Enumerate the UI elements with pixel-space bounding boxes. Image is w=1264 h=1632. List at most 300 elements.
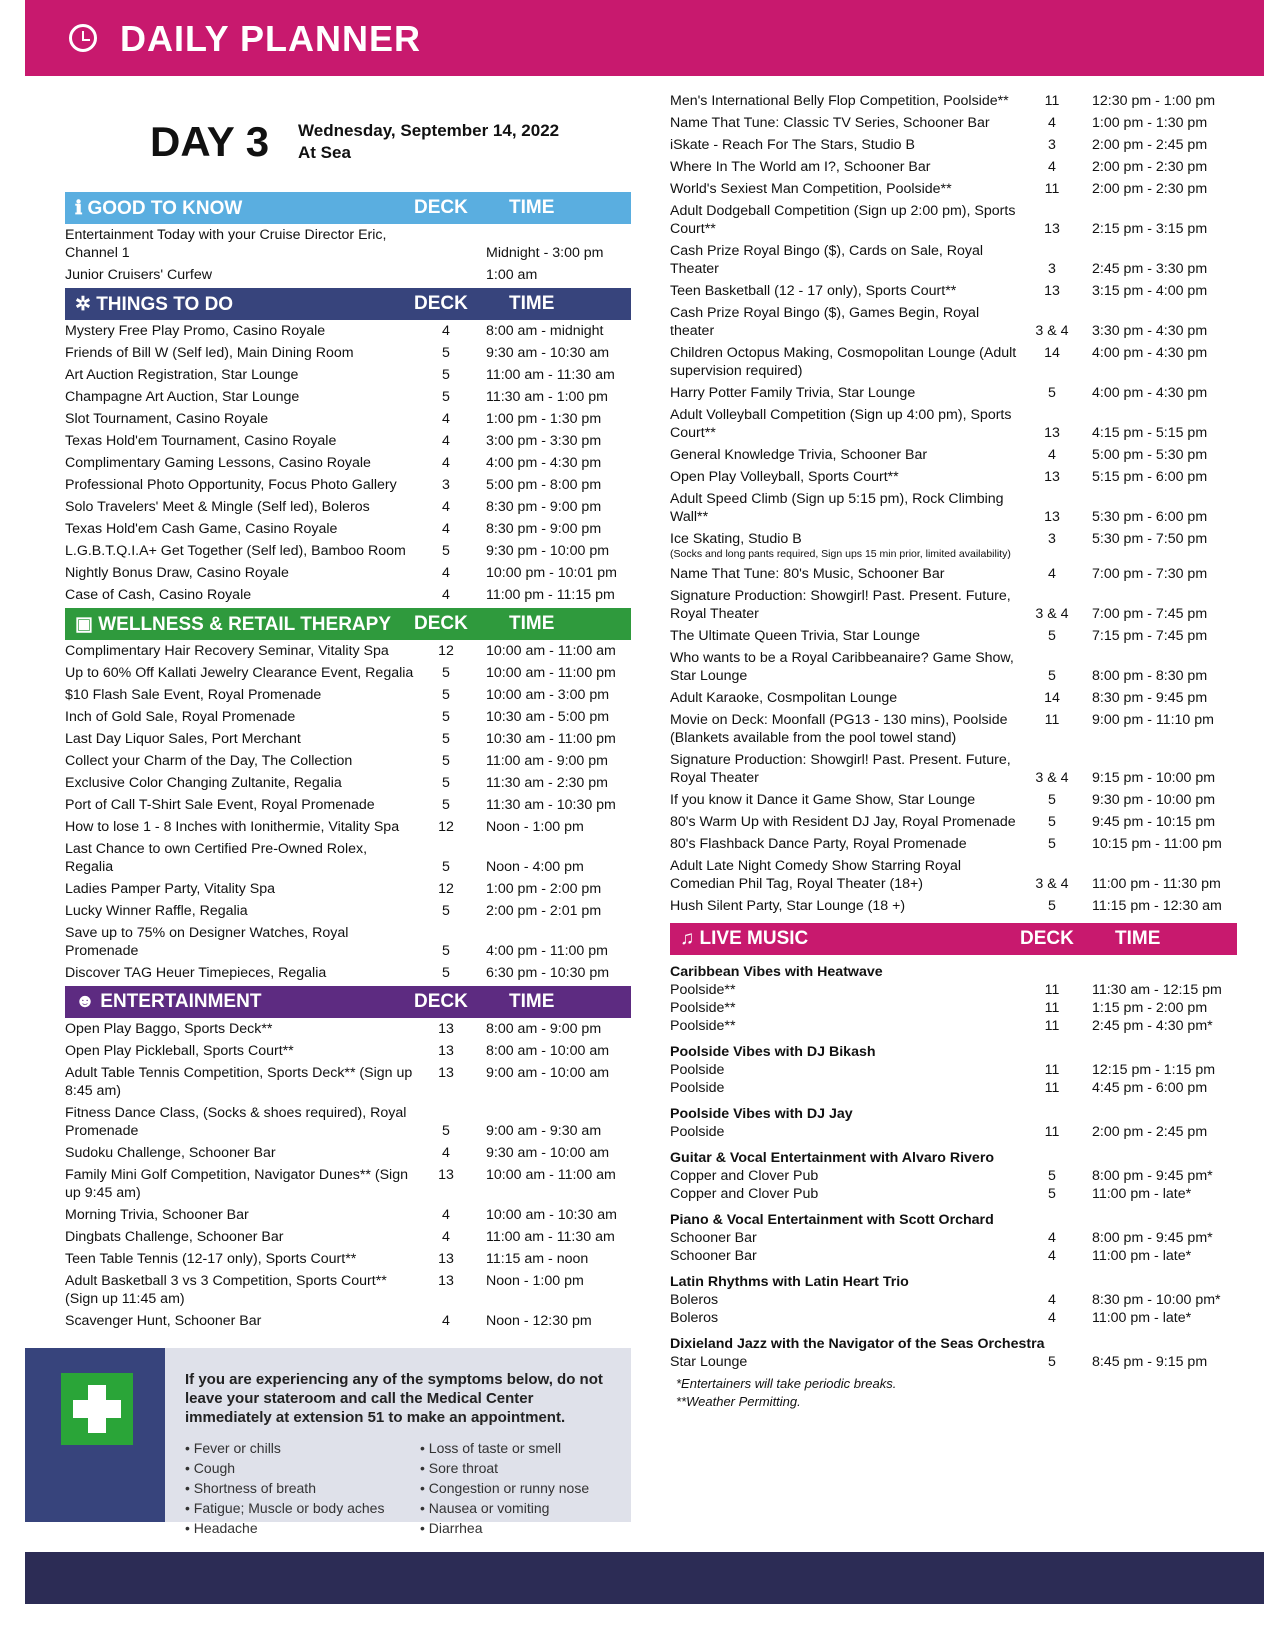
event-name [670, 751, 1022, 787]
music-group-title: Latin Rhythms with Latin Heart Trio [670, 1274, 909, 1290]
event-name [65, 564, 416, 582]
schedule-row [65, 430, 631, 452]
event-time: 8:00 pm - 8:30 pm [1092, 668, 1208, 684]
event-time: 2:15 pm - 3:15 pm [1092, 221, 1208, 237]
schedule-row [670, 1229, 1237, 1247]
event-deck: 5 [442, 903, 450, 919]
event-time: 4:00 pm - 11:00 pm [486, 943, 608, 959]
schedule-row [670, 1185, 1237, 1203]
event-deck: 5 [442, 775, 450, 791]
event-name [65, 344, 416, 362]
music-group-title: Caribbean Vibes with Heatwave [670, 964, 883, 980]
event-deck: 3 & 4 [1035, 606, 1069, 622]
event-name [65, 586, 416, 604]
schedule-row [65, 1270, 631, 1310]
event-name [65, 388, 416, 406]
section-header-entertainment [65, 986, 631, 1018]
event-name-text: Adult Late Night Comedy Show Starring Royal Comedian Phil Tag, Royal Theater (18+) [670, 858, 961, 892]
schedule-row [670, 200, 1237, 240]
event-name [65, 498, 416, 516]
event-name-text: Dingbats Challenge, Schooner Bar [65, 1229, 284, 1245]
event-time: 11:00 pm - 11:30 pm [1092, 876, 1221, 892]
event-deck: 4 [1048, 1292, 1056, 1308]
event-time: 9:30 am - 10:00 am [486, 1145, 610, 1161]
info-icon: ℹ GOOD TO KNOW [75, 197, 243, 219]
schedule-row [670, 240, 1237, 280]
event-name-text: Save up to 75% on Designer Watches, Royal Promenade [65, 925, 349, 959]
shopping-bag-icon: ▣ WELLNESS & RETAIL THERAPY [75, 613, 391, 635]
symptom-item: • Fatigue; Muscle or body aches [185, 1500, 385, 1516]
event-name-text: Star Lounge [670, 1354, 748, 1370]
schedule-row [670, 811, 1237, 833]
schedule-row [65, 684, 631, 706]
event-time: 2:00 pm - 2:01 pm [486, 903, 602, 919]
event-name [670, 1185, 1022, 1203]
event-name [670, 1291, 1022, 1309]
schedule-row [65, 772, 631, 794]
event-deck: 13 [1044, 425, 1060, 441]
event-deck: 5 [1048, 1168, 1056, 1184]
schedule-row [670, 625, 1237, 647]
event-name-text: Cash Prize Royal Bingo ($), Games Begin, Royal theater [670, 305, 980, 339]
event-time: 11:00 pm - late* [1092, 1248, 1192, 1264]
schedule-row [670, 156, 1237, 178]
event-deck: 5 [1048, 668, 1056, 684]
event-name-text: Teen Basketball (12 - 17 only), Sports Court** [670, 283, 957, 299]
schedule-row [65, 1142, 631, 1164]
event-deck: 14 [1044, 690, 1060, 706]
event-name [670, 649, 1022, 685]
schedule-row [670, 999, 1237, 1017]
schedule-row [65, 264, 631, 286]
left-column [65, 190, 631, 1332]
event-time: 3:00 pm - 3:30 pm [486, 433, 602, 449]
deck-header: DECK [414, 613, 468, 634]
event-time: 8:00 am - 10:00 am [486, 1043, 610, 1059]
event-name [65, 686, 416, 704]
symptom-item: • Congestion or runny nose [420, 1480, 590, 1496]
event-name [65, 708, 416, 726]
event-time: 10:00 am - 11:00 am [486, 643, 616, 659]
event-name-text: Exclusive Color Changing Zultanite, Regalia [65, 775, 342, 791]
event-time: 5:15 pm - 6:00 pm [1092, 469, 1208, 485]
event-name [65, 964, 416, 982]
event-time: 9:45 pm - 10:15 pm [1092, 814, 1216, 830]
event-deck: 13 [438, 1043, 454, 1059]
event-deck: 5 [1048, 385, 1056, 401]
deck-header: DECK [414, 293, 468, 314]
schedule-row [670, 1167, 1237, 1185]
event-name [670, 468, 1022, 486]
event-name-text: Adult Speed Climb (Sign up 5:15 pm), Rock Climbing Wall** [670, 491, 1004, 525]
event-name-text: Friends of Bill W (Self led), Main Dining Room [65, 345, 354, 361]
event-name-text: L.G.B.T.Q.I.A+ Get Together (Self led), Bamboo Room [65, 543, 406, 559]
event-name-text: Adult Basketball 3 vs 3 Competition, Sports Court** (Sign up 11:45 am) [65, 1273, 387, 1307]
event-name [65, 1166, 416, 1202]
event-time: 10:30 am - 11:00 pm [486, 731, 616, 747]
event-time: 2:45 pm - 4:30 pm* [1092, 1018, 1213, 1034]
schedule-row [65, 1226, 631, 1248]
event-time: 2:00 pm - 2:45 pm [1092, 1124, 1208, 1140]
time-header: TIME [509, 293, 555, 314]
event-name [65, 454, 416, 472]
event-name [670, 1353, 1022, 1371]
event-name-text: If you know it Dance it Game Show, Star Lounge [670, 792, 976, 808]
event-time: 7:15 pm - 7:45 pm [1092, 628, 1208, 644]
event-time: 1:15 pm - 2:00 pm [1092, 1000, 1208, 1016]
event-name-text: Last Day Liquor Sales, Port Merchant [65, 731, 301, 747]
event-name [65, 840, 416, 876]
schedule-row [670, 1123, 1237, 1141]
event-name [65, 664, 416, 682]
symptom-item: • Fever or chills [185, 1440, 281, 1456]
event-deck: 12 [438, 819, 454, 835]
event-deck: 11 [1044, 1000, 1060, 1016]
event-name-text: Teen Table Tennis (12-17 only), Sports Court** [65, 1251, 357, 1267]
health-message: If you are experiencing any of the symptoms below, do not leave your stateroom and call the Medical Center immediately at extension 51 to make an appointment. [185, 1371, 603, 1426]
schedule-row [65, 342, 631, 364]
event-name-text: Family Mini Golf Competition, Navigator Dunes** (Sign up 9:45 am) [65, 1167, 408, 1201]
event-deck: 4 [1048, 1230, 1056, 1246]
event-name [670, 406, 1022, 442]
event-deck: 4 [1048, 1248, 1056, 1264]
event-name [670, 1061, 1022, 1079]
section-title: THINGS TO DO [96, 293, 234, 315]
schedule-row [65, 1102, 631, 1142]
schedule-row [670, 1353, 1237, 1371]
event-name [65, 226, 416, 262]
event-name [670, 344, 1022, 380]
event-name-text: Poolside [670, 1124, 725, 1140]
event-name-text: $10 Flash Sale Event, Royal Promenade [65, 687, 322, 703]
event-name-text: Signature Production: Showgirl! Past. Present. Future, Royal Theater [670, 752, 1011, 786]
clock-icon [69, 24, 97, 52]
event-name [670, 202, 1022, 238]
event-time: 2:00 pm - 2:30 pm [1092, 181, 1208, 197]
event-deck: 11 [1044, 1124, 1060, 1140]
event-name [670, 711, 1022, 747]
event-name-text: Ladies Pamper Party, Vitality Spa [65, 881, 276, 897]
event-name [65, 1104, 416, 1140]
event-deck: 12 [438, 643, 454, 659]
event-name-text: Open Play Volleyball, Sports Court** [670, 469, 899, 485]
header-bar [25, 0, 1264, 76]
music-group-title: Poolside Vibes with DJ Jay [670, 1106, 853, 1122]
schedule-row [670, 342, 1237, 382]
deck-header: DECK [414, 197, 468, 218]
schedule-row [670, 1309, 1237, 1327]
event-name-text: Junior Cruisers' Curfew [65, 267, 212, 283]
schedule-row [65, 878, 631, 900]
event-time: 11:00 pm - 11:15 pm [486, 587, 615, 603]
event-deck: 4 [442, 565, 450, 581]
event-name [65, 1312, 416, 1330]
event-name [670, 999, 1022, 1017]
event-name [670, 565, 1022, 583]
event-time: 11:15 am - noon [486, 1251, 589, 1267]
music-group-title: Piano & Vocal Entertainment with Scott Orchard [670, 1212, 994, 1228]
event-time: 11:30 am - 10:30 pm [486, 797, 616, 813]
event-deck: 4 [442, 1313, 450, 1329]
time-header: TIME [509, 613, 555, 634]
event-time: Noon - 4:00 pm [486, 859, 584, 875]
event-time: 11:00 am - 11:30 am [486, 367, 615, 383]
event-deck: 5 [442, 665, 450, 681]
event-name-text: Adult Table Tennis Competition, Sports Deck** (Sign up 8:45 am) [65, 1065, 413, 1099]
event-name [670, 1017, 1022, 1035]
schedule-row [65, 794, 631, 816]
event-name-text: Open Play Pickleball, Sports Court** [65, 1043, 294, 1059]
schedule-row [670, 382, 1237, 404]
event-name [65, 1042, 416, 1060]
event-name-text: Champagne Art Auction, Star Lounge [65, 389, 300, 405]
event-name-text: Nightly Bonus Draw, Casino Royale [65, 565, 289, 581]
event-name [670, 530, 1022, 561]
event-name-text: Copper and Clover Pub [670, 1186, 819, 1202]
event-time: 10:00 am - 11:00 pm [486, 665, 616, 681]
schedule-row [670, 528, 1237, 563]
page-title: DAILY PLANNER [120, 18, 422, 59]
time-header: TIME [509, 991, 555, 1012]
schedule-row [670, 134, 1237, 156]
event-name-text: Poolside [670, 1080, 725, 1096]
event-time: 4:00 pm - 4:30 pm [1092, 345, 1208, 361]
event-deck: 4 [442, 411, 450, 427]
event-name [670, 791, 1022, 809]
event-name-text: Texas Hold'em Tournament, Casino Royale [65, 433, 337, 449]
event-deck: 4 [442, 433, 450, 449]
event-time: 3:15 pm - 4:00 pm [1092, 283, 1208, 299]
event-time: 5:00 pm - 8:00 pm [486, 477, 602, 493]
schedule-row [670, 1061, 1237, 1079]
schedule-row [670, 302, 1237, 342]
event-name-text: Complimentary Gaming Lessons, Casino Royale [65, 455, 371, 471]
deck-header: DECK [1020, 928, 1074, 949]
event-name-text: Name That Tune: 80's Music, Schooner Bar [670, 566, 945, 582]
event-time: 1:00 pm - 1:30 pm [1092, 115, 1208, 131]
schedule-row [670, 90, 1237, 112]
schedule-row [65, 320, 631, 342]
event-name-text: Adult Karaoke, Cosmpolitan Lounge [670, 690, 898, 706]
event-deck: 5 [442, 859, 450, 875]
event-deck: 5 [1048, 792, 1056, 808]
event-deck: 13 [1044, 221, 1060, 237]
event-name-text: Fitness Dance Class, (Socks & shoes required), Royal Promenade [65, 1105, 407, 1139]
event-name-text: The Ultimate Queen Trivia, Star Lounge [670, 628, 920, 644]
schedule-row [65, 584, 631, 606]
schedule-row [65, 1310, 631, 1332]
event-deck: 4 [1048, 159, 1056, 175]
event-time: 9:30 pm - 10:00 pm [1092, 792, 1216, 808]
event-deck: 11 [1044, 1062, 1060, 1078]
day-label: DAY 3 [150, 118, 270, 165]
event-deck: 4 [442, 521, 450, 537]
schedule-row [65, 662, 631, 684]
event-name [670, 627, 1022, 645]
event-name-text: Adult Dodgeball Competition (Sign up 2:00 pm), Sports Court** [670, 203, 1016, 237]
event-time: 8:00 pm - 9:45 pm* [1092, 1168, 1213, 1184]
event-deck: 14 [1044, 345, 1060, 361]
event-name [670, 1123, 1022, 1141]
event-deck: 5 [1048, 898, 1056, 914]
event-deck: 4 [442, 323, 450, 339]
section-title: GOOD TO KNOW [87, 197, 243, 219]
schedule-row [65, 452, 631, 474]
event-name-text: Professional Photo Opportunity, Focus Photo Gallery [65, 477, 397, 493]
event-name-text: Last Chance to own Certified Pre-Owned Rolex, Regalia [65, 841, 368, 875]
event-deck: 5 [442, 731, 450, 747]
wellness-list [65, 640, 631, 984]
event-name-text: General Knowledge Trivia, Schooner Bar [670, 447, 928, 463]
event-name [65, 796, 416, 814]
event-name [65, 774, 416, 792]
event-deck: 13 [438, 1251, 454, 1267]
event-time: 12:15 pm - 1:15 pm [1092, 1062, 1216, 1078]
footer-bar [25, 1552, 1264, 1604]
event-name [670, 1229, 1022, 1247]
event-deck: 3 & 4 [1035, 770, 1069, 786]
schedule-row [670, 466, 1237, 488]
event-name [65, 1206, 416, 1224]
event-deck: 5 [442, 797, 450, 813]
event-deck: 13 [438, 1065, 454, 1081]
event-name-text: Scavenger Hunt, Schooner Bar [65, 1313, 262, 1329]
event-note: (Socks and long pants required, Sign ups 15 min prior, limited availability) [670, 548, 1011, 560]
event-deck: 13 [438, 1273, 454, 1289]
time-header: TIME [509, 197, 555, 218]
event-name-text: Adult Volleyball Competition (Sign up 4:00 pm), Sports Court** [670, 407, 1012, 441]
event-time: 4:00 pm - 4:30 pm [486, 455, 602, 471]
event-name-text: Poolside** [670, 1018, 736, 1034]
event-name [670, 813, 1022, 831]
event-name-text: Copper and Clover Pub [670, 1168, 819, 1184]
section-header-good-to-know [65, 192, 631, 224]
footnote: *Entertainers will take periodic breaks. [676, 1376, 897, 1391]
event-deck: 5 [442, 1123, 450, 1139]
event-deck: 3 & 4 [1035, 323, 1069, 339]
medical-cross-icon [61, 1373, 133, 1445]
event-deck: 13 [1044, 283, 1060, 299]
event-name [65, 476, 416, 494]
event-deck: 5 [442, 753, 450, 769]
event-name [670, 857, 1022, 893]
event-name [65, 410, 416, 428]
event-deck: 13 [438, 1167, 454, 1183]
event-name [65, 880, 416, 898]
schedule-row [670, 112, 1237, 134]
event-name-text: Boleros [670, 1292, 719, 1308]
event-name-text: Harry Potter Family Trivia, Star Lounge [670, 385, 916, 401]
schedule-row [670, 981, 1237, 999]
event-time: 11:00 am - 11:30 am [486, 1229, 615, 1245]
event-time: 1:00 am [486, 267, 538, 283]
event-name-text: Discover TAG Heuer Timepieces, Regalia [65, 965, 327, 981]
good-to-know-list [65, 224, 631, 286]
event-time: 10:00 am - 3:00 pm [486, 687, 610, 703]
event-name-text: Art Auction Registration, Star Lounge [65, 367, 299, 383]
theater-mask-icon: ☻ ENTERTAINMENT [75, 991, 262, 1012]
entertainment-list [65, 1018, 631, 1332]
event-name [670, 384, 1022, 402]
event-deck: 5 [442, 687, 450, 703]
schedule-row [670, 709, 1237, 749]
event-time: 11:00 pm - late* [1092, 1310, 1192, 1326]
schedule-row [65, 838, 631, 878]
schedule-row [65, 1248, 631, 1270]
event-time: 12:30 pm - 1:00 pm [1092, 93, 1216, 109]
event-name [65, 366, 416, 384]
schedule-row [670, 404, 1237, 444]
event-time: 5:00 pm - 5:30 pm [1092, 447, 1208, 463]
event-time: 8:00 pm - 9:45 pm* [1092, 1230, 1213, 1246]
event-time: 3:30 pm - 4:30 pm [1092, 323, 1208, 339]
event-time: 6:30 pm - 10:30 pm [486, 965, 610, 981]
section-header-live-music [670, 923, 1237, 955]
music-group-title: Guitar & Vocal Entertainment with Alvaro Rivero [670, 1150, 995, 1166]
event-name [670, 1079, 1022, 1097]
event-name [670, 587, 1022, 623]
schedule-row [670, 1079, 1237, 1097]
section-title: ENTERTAINMENT [100, 991, 262, 1012]
event-time: Midnight - 3:00 pm [486, 245, 604, 261]
event-name-text: Slot Tournament, Casino Royale [65, 411, 269, 427]
event-time: 8:30 pm - 9:00 pm [486, 499, 602, 515]
event-name [670, 835, 1022, 853]
event-time: 9:00 am - 9:30 am [486, 1123, 602, 1139]
event-time: 2:45 pm - 3:30 pm [1092, 261, 1208, 277]
event-time: 10:00 am - 10:30 am [486, 1207, 617, 1223]
event-time: 8:45 pm - 9:15 pm [1092, 1354, 1208, 1370]
schedule-row [65, 640, 631, 662]
schedule-row [65, 408, 631, 430]
event-name-text: Name That Tune: Classic TV Series, Schooner Bar [670, 115, 990, 131]
event-deck: 4 [1048, 566, 1056, 582]
event-deck: 5 [442, 367, 450, 383]
event-name [670, 304, 1022, 340]
event-name-text: iSkate - Reach For The Stars, Studio B [670, 137, 915, 153]
event-time: 9:30 pm - 10:00 pm [486, 543, 610, 559]
event-name [65, 322, 416, 340]
schedule-row [65, 816, 631, 838]
schedule-row [65, 1204, 631, 1226]
event-name-text: Ice Skating, Studio B [670, 531, 802, 547]
event-name-text: Cash Prize Royal Bingo ($), Cards on Sale, Royal Theater [670, 243, 984, 277]
event-deck: 5 [1048, 814, 1056, 830]
event-deck: 4 [442, 587, 450, 603]
schedule-row [670, 647, 1237, 687]
day-location: At Sea [298, 143, 351, 162]
schedule-row [65, 728, 631, 750]
schedule-row [65, 224, 631, 264]
schedule-row [670, 585, 1237, 625]
event-name-text: Case of Cash, Casino Royale [65, 587, 252, 603]
schedule-row [65, 1062, 631, 1102]
schedule-row [670, 855, 1237, 895]
event-name-text: Mystery Free Play Promo, Casino Royale [65, 323, 326, 339]
event-deck: 11 [1044, 982, 1060, 998]
schedule-row [65, 900, 631, 922]
health-notice [25, 1348, 631, 1536]
event-deck: 11 [1044, 1080, 1060, 1096]
event-deck: 3 [1048, 261, 1056, 277]
event-name-text: Poolside [670, 1062, 725, 1078]
event-time: 4:45 pm - 6:00 pm [1092, 1080, 1208, 1096]
event-name [65, 924, 416, 960]
event-name [670, 136, 1022, 154]
event-time: Noon - 12:30 pm [486, 1313, 592, 1329]
star-icon: ✲ THINGS TO DO [75, 293, 234, 315]
event-name [670, 242, 1022, 278]
